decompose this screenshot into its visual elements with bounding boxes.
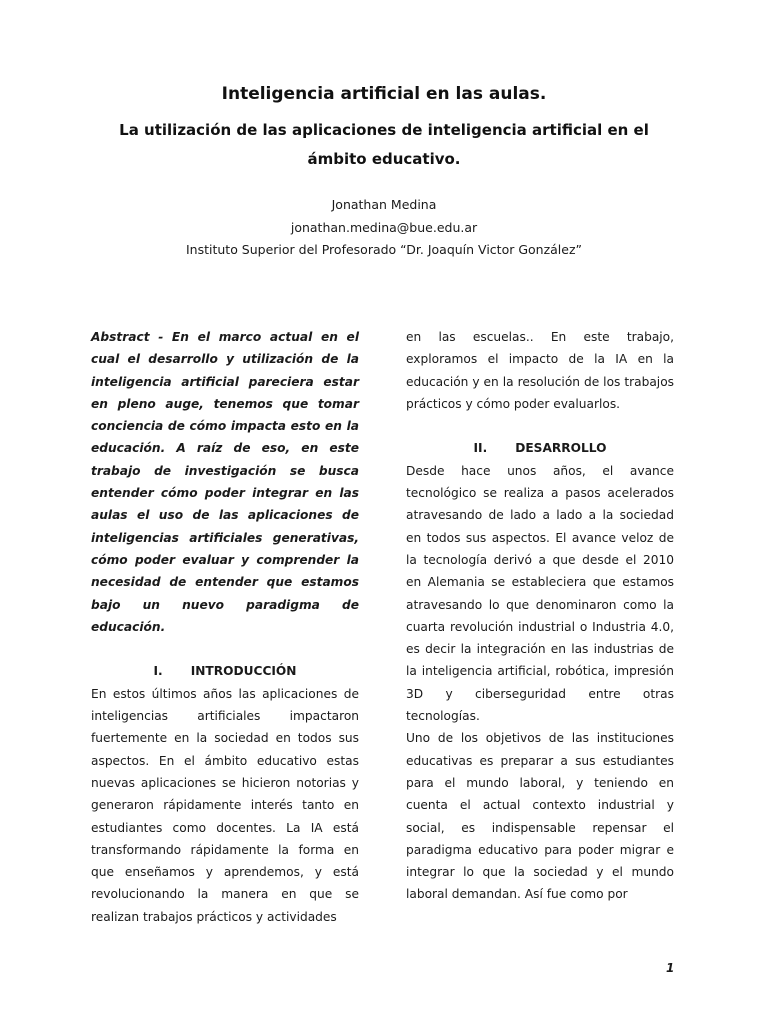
author-name: Jonathan Medina xyxy=(331,197,437,212)
development-paragraph-1: Desde hace unos años, el avance tecnológico se realiza a pasos acelerados atravesando de lado a lado a la sociedad en todos sus aspectos. El avance veloz de la tecnología derivó a que desde el 2010 en Alemania se estableciera que estamos atravesando lo que denominaron como la cuarta revolución industrial o Industria 4.0, es decir la integración en las industrias de la inteligencia artificial, robótica, impresión 3D y ciberseguridad entre otras tecnologías. xyxy=(406,463,674,724)
page-number: 1 xyxy=(666,961,675,975)
section-number: I. xyxy=(153,664,163,679)
development-heading xyxy=(406,437,674,459)
introduction-continued-paragraph: en las escuelas.. En este trabajo, exploramos el impacto de la IA en la educación y en la resolución de los trabajos prácticos y cómo poder evaluarlos. xyxy=(406,330,674,411)
right-column xyxy=(406,326,674,906)
section-label: INTRODUCCIÓN xyxy=(190,664,297,679)
author-email: jonathan.medina@bue.edu.ar xyxy=(290,219,478,235)
spacer xyxy=(406,415,674,437)
paper-subtitle: La utilización de las aplicaciones de inteligencia artificial en el ámbito educativo. xyxy=(119,121,649,168)
spacer xyxy=(91,638,359,660)
author-block xyxy=(0,194,768,262)
section-label: DESARROLLO xyxy=(515,441,607,456)
introduction-heading xyxy=(91,660,359,682)
development-paragraph-2: Uno de los objetivos de las instituciones educativas es preparar a sus estudiantes para el mundo laboral, y teniendo en cuenta el actual contexto industrial y social, es indispensable repensar el paradigma educativo para poder migrar e integrar lo que la sociedad y el mundo laboral demandan. Así fue como por xyxy=(406,731,674,902)
introduction-paragraph: En estos últimos años las aplicaciones de inteligencias artificiales impactaron fuertemente en la sociedad en todos sus aspectos. En el ámbito educativo estas nuevas aplicaciones se hicieron notorias y generaron rápidamente interés tanto en estudiantes como docentes. La IA está transformando rápidamente la forma en que enseñamos y aprendemos, y está revolucionando la manera en que se realizan trabajos prácticos y actividades xyxy=(91,686,359,924)
paper-title: Inteligencia artificial en las aulas. xyxy=(221,84,547,104)
section-number: II. xyxy=(473,441,488,456)
abstract-paragraph: Abstract - En el marco actual en el cual el desarrollo y utilización de la inteligencia artificial pareciera estar en pleno auge, tenemos que tomar conciencia de cómo impacta esto en la educación. A raíz de eso, en este trabajo de investigación se busca entender cómo poder integrar en las aulas el uso de las aplicaciones de inteligencias artificiales generativas, cómo poder evaluar y comprender la necesidad de entender que estamos bajo un nuevo paradigma de educación. xyxy=(91,330,359,634)
author-institution: Instituto Superior del Profesorado “Dr. Joaquín Victor González” xyxy=(185,242,583,257)
left-column xyxy=(91,326,359,928)
